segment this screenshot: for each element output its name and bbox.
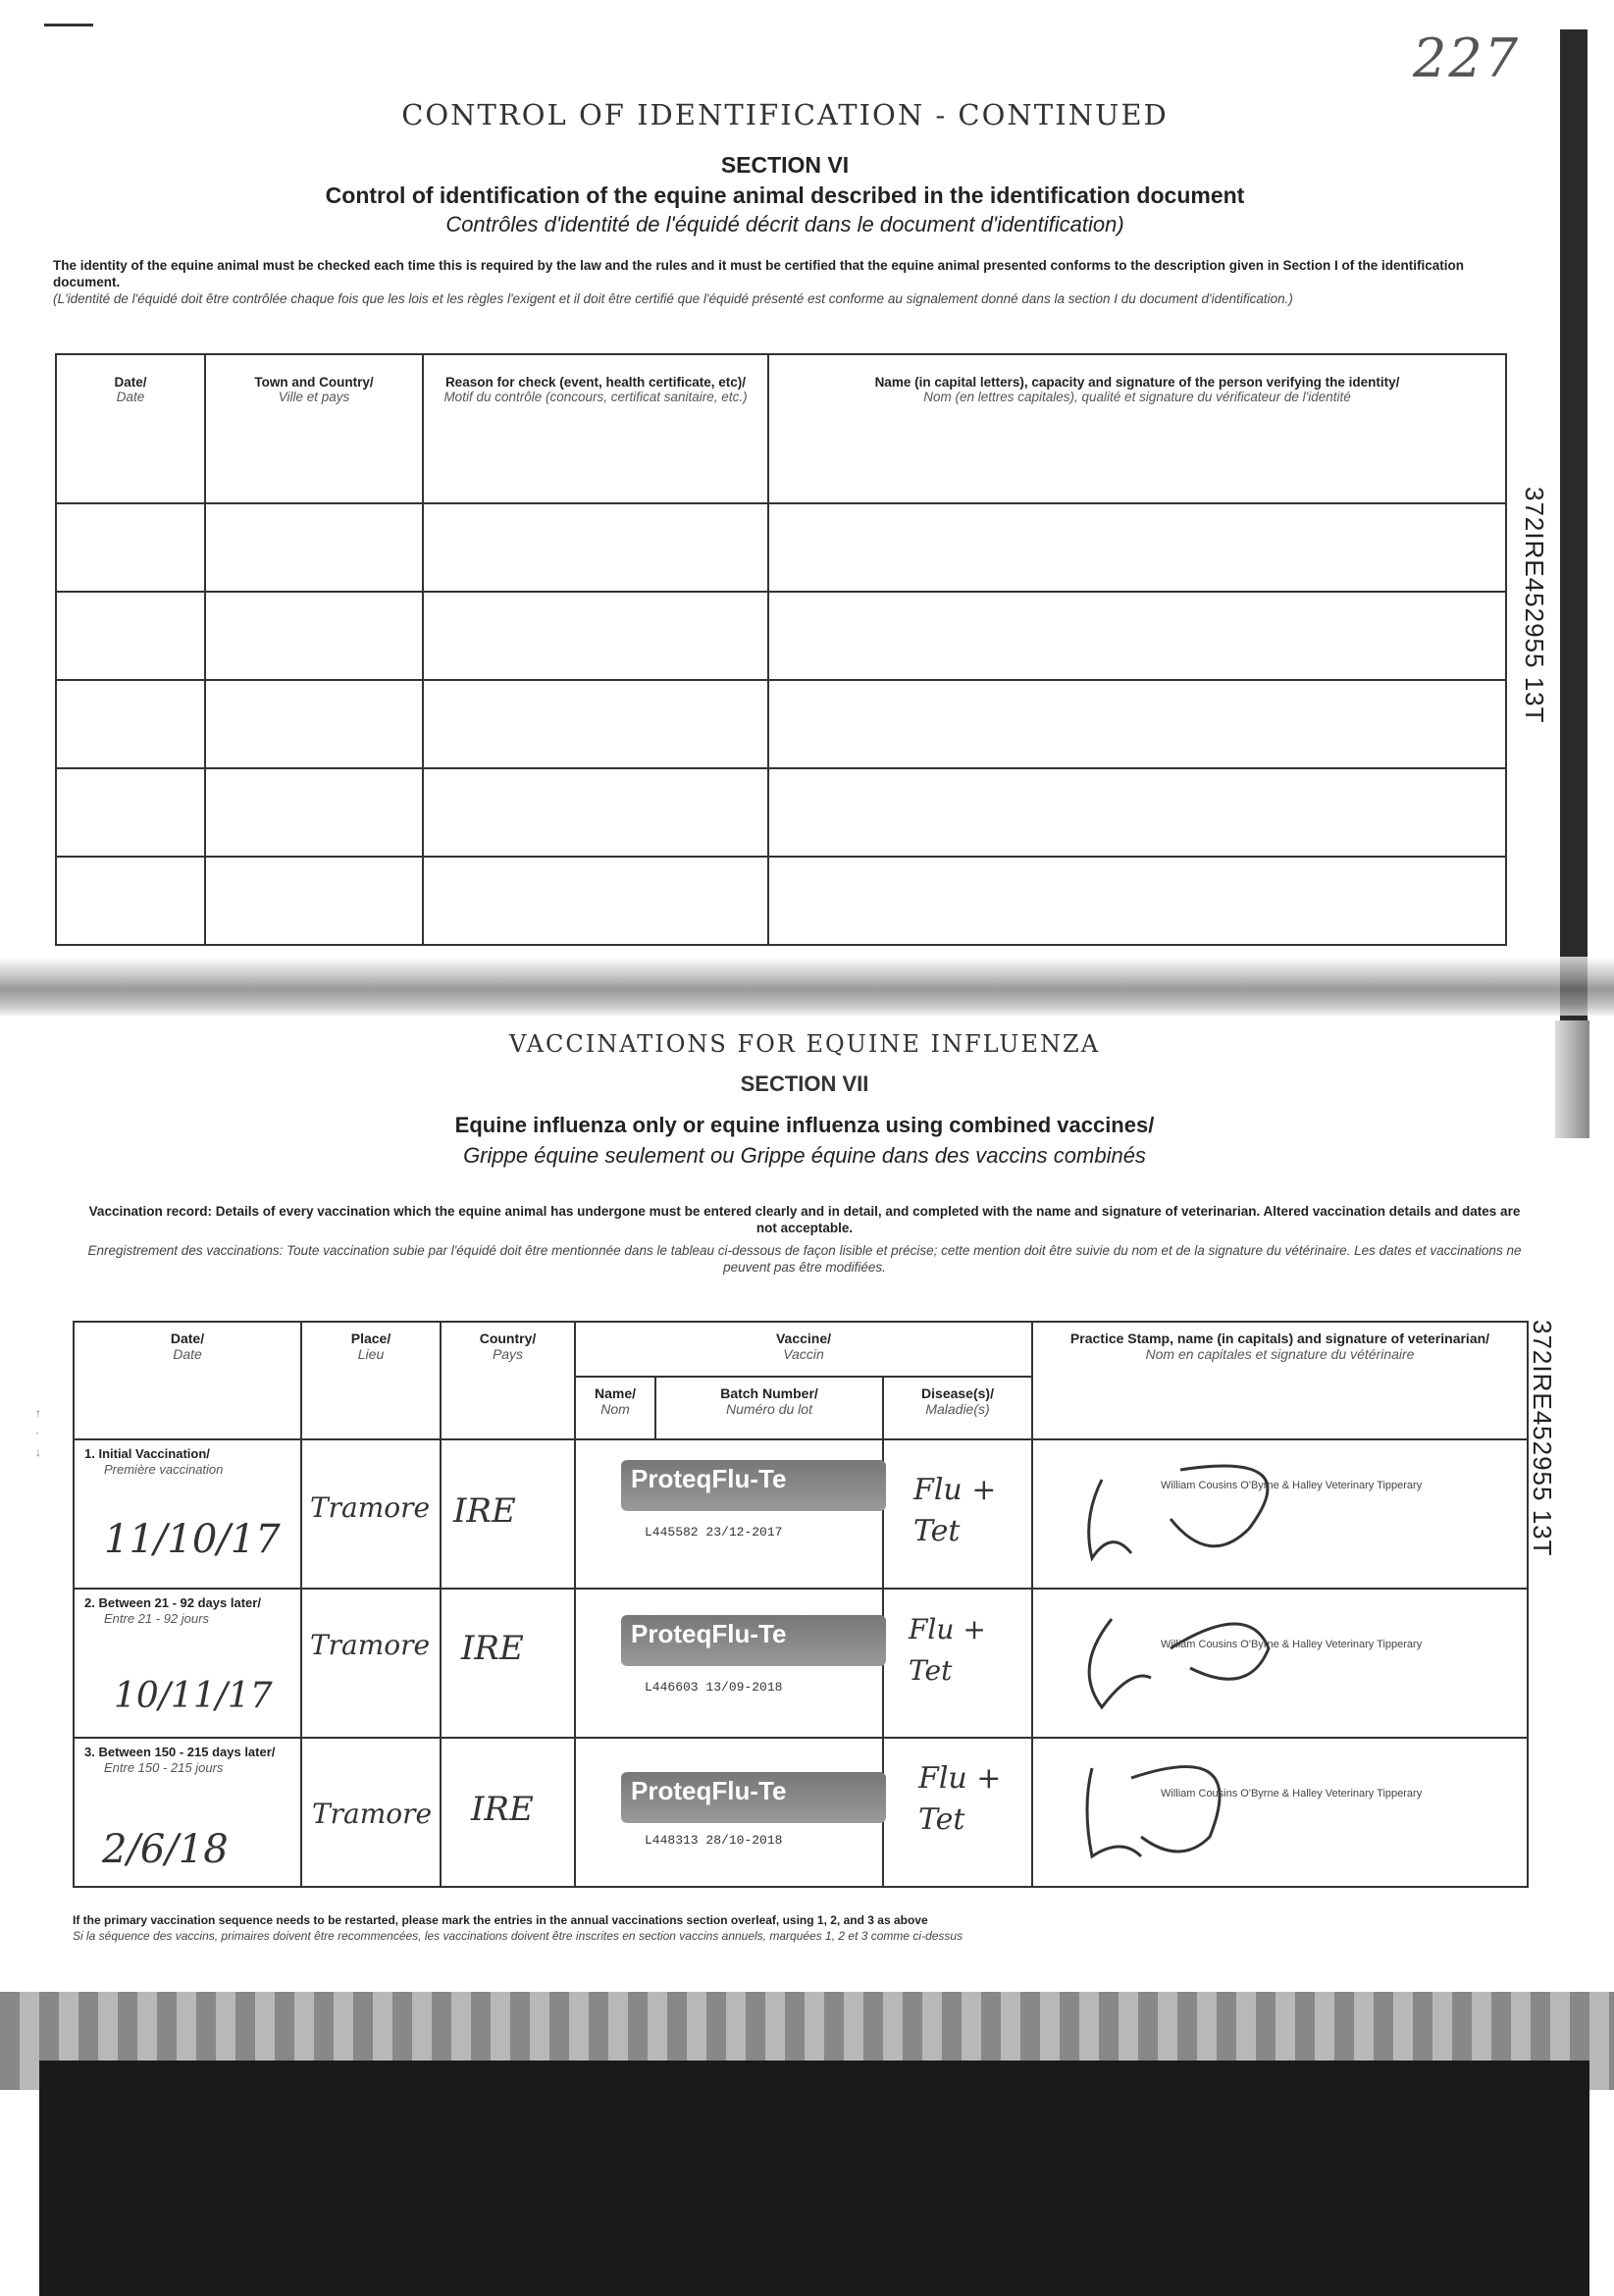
table-row [74, 1589, 1528, 1738]
row-label: 1. Initial Vaccination/ Première vaccination [84, 1446, 224, 1477]
table-cell[interactable] [205, 857, 423, 945]
section6-subtitle-fr: Contrôles d'identité de l'équidé décrit dans le document d'identification) [445, 212, 1124, 236]
vaccination-table [73, 1321, 1529, 1888]
col-vaccine-name: Name/ Nom [575, 1377, 655, 1439]
table-cell[interactable] [205, 768, 423, 857]
table-row [56, 857, 1506, 945]
table-cell[interactable] [205, 592, 423, 680]
identification-check-table [55, 353, 1507, 946]
place-handwritten: Tramore [310, 1629, 431, 1661]
batch-number: L448313 28/10-2018 [645, 1833, 783, 1848]
footnote-en: If the primary vaccination sequence needs to be restarted, please mark the entries in the annual vaccinations section overleaf, using 1, 2, and 3 as above [73, 1913, 928, 1927]
row-label: 3. Between 150 - 215 days later/ Entre 150 - 215 jours [84, 1745, 276, 1775]
row-label: 2. Between 21 - 92 days later/ Entre 21 - 92 jours [84, 1595, 261, 1626]
date-handwritten: 2/6/18 [102, 1827, 229, 1872]
col-stamp: Practice Stamp, name (in capitals) and signature of veterinarian/ Nom en capitales et signature du vétérinaire [1032, 1322, 1528, 1439]
passport-id-upper: 372IRE452955 13T [1520, 487, 1549, 724]
section6-subtitle-en: Control of identification of the equine animal described in the identification document [325, 183, 1245, 208]
batch-number: L446603 13/09-2018 [645, 1680, 783, 1695]
col-date: Date/ Date [56, 354, 205, 503]
col-vaccine: Vaccine/ Vaccin [575, 1322, 1032, 1377]
vaccine-sticker-cell[interactable] [575, 1589, 883, 1738]
table-cell[interactable] [768, 857, 1506, 945]
table-cell[interactable] [56, 857, 205, 945]
disease-cell[interactable] [883, 1738, 1032, 1887]
vaccination-record-fr: Enregistrement des vaccinations: Toute vaccination subie par l'équidé doit être mentionnée dans le tableau ci-dessous de façon lisible et précise; cette mention doit être suivie du nom et de la signature du vétérinaire. Les dates et vaccinations ne peuvent pas être modifiées. [87, 1243, 1522, 1275]
date-cell[interactable] [74, 1738, 301, 1887]
col-batch: Batch Number/ Numéro du lot [655, 1377, 883, 1439]
section6-intro-fr: (L'identité de l'équidé doit être contrôlée chaque fois que les lois et les règles l'exigent et il doit être certifié que l'équidé présenté est conforme au signalement donné dans la section I du document d'identification.) [53, 291, 1293, 306]
disease-cell[interactable] [883, 1439, 1032, 1589]
table-row [74, 1738, 1528, 1887]
stamp-cell[interactable] [1032, 1439, 1528, 1589]
disease-handwritten: Flu + Tet [913, 1473, 997, 1548]
col-disease: Disease(s)/ Maladie(s) [883, 1377, 1032, 1439]
page-fold-shadow [0, 957, 1614, 1016]
section6-intro-en: The identity of the equine animal must be checked each time this is required by the law and the rules and it must be certified that the equine animal presented conforms to the description given in Section I of the identification document. [53, 258, 1465, 289]
table-cell[interactable] [56, 592, 205, 680]
col-town-country: Town and Country/ Ville et pays [205, 354, 423, 503]
vet-signature [1053, 1460, 1298, 1568]
margin-ticks: ↑ · ↓ [35, 1406, 41, 1459]
table-cell[interactable] [768, 503, 1506, 592]
col-country: Country/ Pays [441, 1322, 575, 1439]
vaccination-record-en: Vaccination record: Details of every vaccination which the equine animal has undergone must be entered clearly and in detail, and completed with the name and signature of veterinarian. Altered vaccination details and dates are not acceptable. [88, 1204, 1521, 1235]
footnote-fr: Si la séquence des vaccins, primaires doivent être recommencées, les vaccinations doivent être inscrites en section vaccins annuels, marquées 1, 2 et 3 comme ci-dessus [73, 1929, 963, 1943]
date-cell[interactable] [74, 1589, 301, 1738]
vet-signature [1053, 1609, 1298, 1717]
table-cell[interactable] [423, 503, 768, 592]
table-row [56, 680, 1506, 768]
col-reason: Reason for check (event, health certificate, etc)/ Motif du contrôle (concours, certificat sanitaire, etc.) [423, 354, 768, 503]
batch-number: L445582 23/12-2017 [645, 1525, 783, 1539]
place-cell[interactable] [301, 1439, 441, 1589]
place-handwritten: Tramore [312, 1798, 433, 1830]
stamp-cell[interactable] [1032, 1738, 1528, 1887]
corner-mark [44, 24, 93, 26]
disease-cell[interactable] [883, 1589, 1032, 1738]
section6-label: SECTION VI [720, 152, 850, 178]
disease-handwritten: Flu + Tet [918, 1761, 1002, 1837]
section6-header: CONTROL OF IDENTIFICATION - CONTINUED [401, 98, 1169, 131]
section7-header: VACCINATIONS FOR EQUINE INFLUENZA [508, 1030, 1101, 1058]
table-cell[interactable] [423, 857, 768, 945]
practice-stamp: William Cousins O'Byrne & Halley Veterinary Tipperary [1161, 1788, 1423, 1800]
country-cell[interactable] [441, 1589, 575, 1738]
col-verifier: Name (in capital letters), capacity and signature of the person verifying the identity/ Nom (en lettres capitales), qualité et signature du vérificateur de l'identité [768, 354, 1506, 503]
table-header-row [56, 354, 1506, 503]
table-cell[interactable] [205, 503, 423, 592]
vaccine-sticker-cell[interactable] [575, 1738, 883, 1887]
place-handwritten: Tramore [310, 1491, 431, 1524]
table-row [56, 503, 1506, 592]
passport-id-lower: 372IRE452955 13T [1528, 1320, 1557, 1557]
section7-subtitle-fr: Grippe équine seulement ou Grippe équine dans des vaccins combinés [463, 1143, 1146, 1168]
country-handwritten: IRE [461, 1629, 524, 1668]
col-place: Place/ Lieu [301, 1322, 441, 1439]
binder-edge-lower [1555, 1020, 1589, 1138]
col-date: Date/ Date [74, 1322, 301, 1439]
binder-edge [1560, 29, 1588, 1030]
vaccine-sticker-cell[interactable] [575, 1439, 883, 1589]
place-cell[interactable] [301, 1738, 441, 1887]
date-handwritten: 11/10/17 [104, 1517, 281, 1562]
practice-stamp: William Cousins O'Byrne & Halley Veterinary Tipperary [1161, 1480, 1423, 1491]
place-cell[interactable] [301, 1589, 441, 1738]
date-handwritten: 10/11/17 [114, 1676, 273, 1716]
section7-subtitle-en: Equine influenza only or equine influenza using combined vaccines/ [454, 1113, 1155, 1137]
table-cell[interactable] [423, 592, 768, 680]
vaccine-sticker: ProteqFlu-Te [621, 1460, 886, 1511]
table-cell[interactable] [768, 768, 1506, 857]
practice-stamp: William Cousins O'Byrne & Halley Veterinary Tipperary [1161, 1639, 1423, 1650]
table-row [56, 592, 1506, 680]
page-number: 227 [1413, 27, 1521, 89]
section7-label: SECTION VII [740, 1071, 869, 1096]
disease-handwritten: Flu + Tet [909, 1613, 986, 1687]
country-handwritten: IRE [453, 1491, 516, 1531]
country-handwritten: IRE [471, 1790, 534, 1829]
vaccine-sticker: ProteqFlu-Te [621, 1772, 886, 1823]
country-cell[interactable] [441, 1439, 575, 1589]
table-cell[interactable] [56, 680, 205, 768]
table-header-row [74, 1322, 1528, 1377]
table-row [56, 768, 1506, 857]
table-cell[interactable] [56, 768, 205, 857]
vaccine-sticker: ProteqFlu-Te [621, 1615, 886, 1666]
table-cell[interactable] [423, 680, 768, 768]
table-cell[interactable] [768, 592, 1506, 680]
date-cell[interactable] [74, 1439, 301, 1589]
stamp-cell[interactable] [1032, 1589, 1528, 1738]
table-cell[interactable] [423, 768, 768, 857]
table-cell[interactable] [768, 680, 1506, 768]
vet-signature [1053, 1758, 1298, 1866]
country-cell[interactable] [441, 1738, 575, 1887]
table-cell[interactable] [56, 503, 205, 592]
table-row [74, 1439, 1528, 1589]
table-cell[interactable] [205, 680, 423, 768]
scan-dark-area [39, 2061, 1589, 2296]
